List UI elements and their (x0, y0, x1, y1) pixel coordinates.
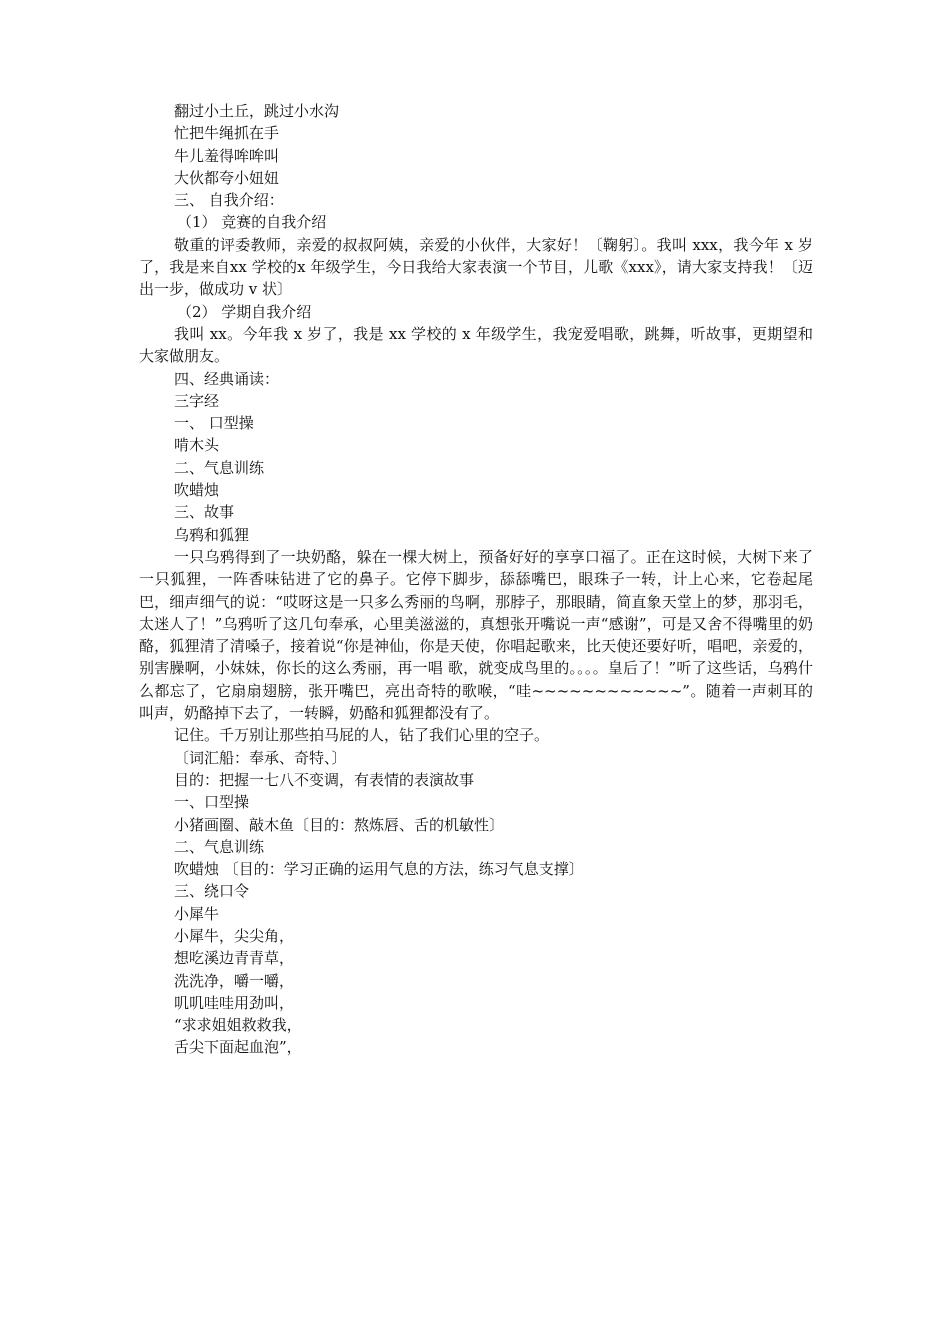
moral-line: 记住。千万别让那些拍马屁的人，钻了我们心里的空子。 (174, 726, 550, 745)
text-line: 二、气息训练 (174, 458, 265, 477)
tongue-twister-line: 叽叽哇哇用劲叫， (174, 993, 295, 1012)
document-body (139, 100, 813, 1059)
subsection-heading: （2） 学期自我介绍 (177, 302, 312, 321)
text-line: 小猪画圈、敲木鱼〔目的：熬炼唇、舌的机敏性〕 (174, 815, 505, 834)
text-line: 一、 口型操 (174, 414, 254, 433)
text-line: 三字经 (174, 391, 220, 410)
tongue-twister-title: 小犀牛 (174, 904, 220, 923)
text-line: 〔词汇船：奉承、奇特、〕 (174, 748, 347, 767)
tongue-twister-line: “求求姐姐救救我， (174, 1016, 302, 1035)
story-paragraph: 一只乌鸦得到了一块奶酪，躲在一棵大树上，预备好好的享享口福了。正在这时候，大树下来了一只狐狸，一阵香味钻进了它的鼻子。它停下脚步，舔舔嘴巴，眼珠子一转，计上心来，它卷起尾巴，细声细气的说：“哎呀这是一只多么秀丽的鸟啊，那脖子，那眼睛，简直象天堂上的梦，那羽毛，太迷人了！”乌鸦听了这几句奉承，心里美滋滋的，真想张开嘴说一声“感谢”，可是又舍不得嘴里的奶酪，狐狸清了清嗓子，接着说“你是神仙，你是天使，你唱起歌来，比天使还要好听，唱吧，亲爱的，别害臊啊，小妹妹，你长的这么秀丽，再一唱 歌，就变成鸟里的。。。。皇后了！”听了这些话，乌鸦什么都忘了，它扇扇翅膀，张开嘴巴，亮出奇特的歌喉，“哇~~~~~~~~~~~~”。随着一声刺耳的叫声，奶酪掉下去了，一转瞬，奶酪和狐狸都没有了。 (139, 547, 813, 723)
text-line: 吹蜡烛 (174, 481, 220, 500)
poem-line: 忙把牛绳抓在手 (174, 124, 280, 143)
tongue-twister-line: 舌尖下面起血泡”， (174, 1038, 302, 1057)
poem-line: 大伙都夸小妞妞 (174, 168, 280, 187)
text-line: 三、绕口令 (174, 882, 250, 901)
text-line: 三、故事 (174, 503, 235, 522)
paragraph: 敬重的评委教师，亲爱的叔叔阿姨，亲爱的小伙伴，大家好！〔鞠躬〕。我叫 xxx，我今年 x 岁了，我是来自xx 学校的x 年级学生，今日我给大家表演一个节目，儿歌《xxx》，请大家支持我！〔迈出一步，做成功 v 状〕 (139, 235, 813, 299)
story-title: 乌鸦和狐狸 (174, 525, 250, 544)
text-line: 二、气息训练 (174, 837, 265, 856)
text-line: 一、口型操 (174, 793, 250, 812)
tongue-twister-line: 小犀牛，尖尖角， (174, 926, 295, 945)
text-line: 目的：把握一七八不变调，有表情的表演故事 (174, 770, 475, 789)
poem-line: 牛儿羞得哞哞叫 (174, 146, 280, 165)
paragraph: 我叫 xx。今年我 x 岁了，我是 xx 学校的 x 年级学生，我宠爱唱歌，跳舞，听故事，更期望和大家做朋友。 (139, 324, 813, 366)
subsection-heading: （1） 竞赛的自我介绍 (177, 213, 327, 232)
text-line: 吹蜡烛 〔目的：学习正确的运用气息的方法，练习气息支撑〕 (174, 860, 584, 879)
tongue-twister-line: 洗洗净，嚼一嚼， (174, 971, 295, 990)
section-heading: 三、 自我介绍： (174, 191, 284, 210)
poem-line: 翻过小土丘，跳过小水沟 (174, 102, 340, 120)
text-line: 啃木头 (174, 436, 220, 455)
tongue-twister-line: 想吃溪边青青草， (174, 949, 295, 968)
section-heading: 四、经典诵读： (174, 369, 280, 388)
